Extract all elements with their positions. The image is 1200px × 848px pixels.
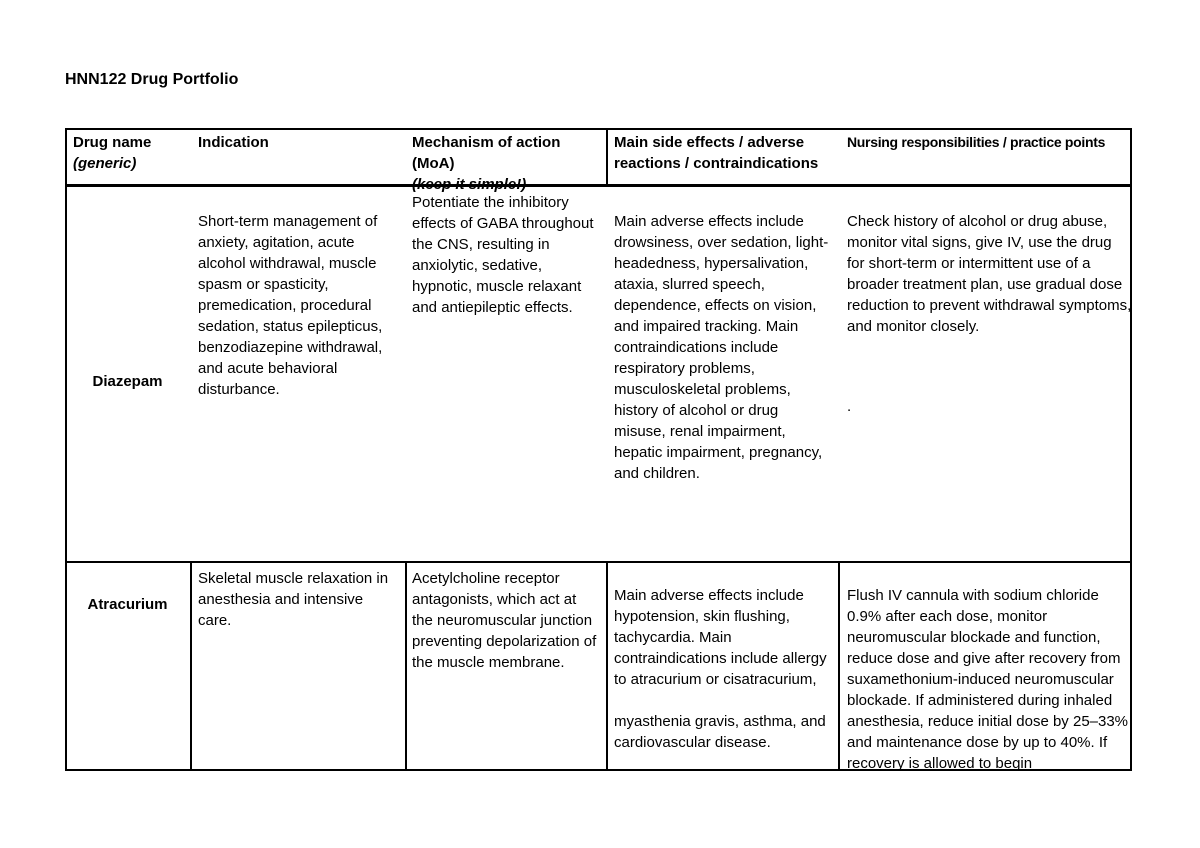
- cell-diazepam-nursing: Check history of alcohol or drug abuse, monitor vital signs, give IV, use the drug for short-term or intermittent use of a broader treatment plan, use gradual dose reduction to prevent withdrawal symptoms, and monitor closely.: [847, 213, 1132, 335]
- document-title: HNN122 Drug Portfolio: [65, 71, 239, 88]
- row2-column-divider-3: [606, 561, 608, 771]
- cell-diazepam-indication: Short-term management of anxiety, agitation, acute alcohol withdrawal, muscle spasm or spasticity, premedication, procedural sedation, status epilepticus, benzodiazepine withdrawal, and acute behavioral disturbance.: [198, 213, 383, 398]
- header-drug-name-line2: (generic): [73, 155, 137, 172]
- table-row-divider: [65, 561, 1132, 563]
- header-moa-line2: (MoA): [412, 155, 455, 172]
- header-column-divider: [606, 128, 608, 187]
- header-cell-nursing: Nursing responsibilities / practice points: [847, 134, 1106, 150]
- cell-diazepam-side-effects: Main adverse effects include drowsiness, over sedation, light-headedness, hypersalivation, ataxia, slurred speech, dependence, effects on vision, and impaired tracking. Main contraindications include respiratory problems, musculoskeletal problems, history of alcohol or drug misuse, renal impairment, hepatic impairment, pregnancy, and children.: [614, 213, 829, 482]
- atracurium-side-effects-paragraph-2: myasthenia gravis, asthma, and cardiovascular disease.: [614, 713, 826, 751]
- header-moa-line3: (keep it simple!): [412, 176, 527, 193]
- row2-column-divider-2: [405, 561, 407, 771]
- cell-atracurium-side-effects: [614, 585, 834, 753]
- header-drug-name-line1: Drug name: [73, 134, 152, 151]
- row2-column-divider-1: [190, 561, 192, 771]
- header-cell-indication: Indication: [198, 134, 269, 151]
- cell-atracurium-indication: Skeletal muscle relaxation in anesthesia and intensive care.: [198, 570, 389, 629]
- cell-atracurium-drug-name: Atracurium: [87, 596, 168, 613]
- table-border-left: [65, 128, 67, 771]
- cell-atracurium-nursing: Flush IV cannula with sodium chloride 0.9% after each dose, monitor neuromuscular blockade and function, reduce dose and give after recovery from suxamethonium-induced neuromuscular blockade. If administered during inhaled anesthesia, reduce initial dose by 25–33% and maintenance dose by up to 40%. If recovery is allowed to begin: [847, 587, 1129, 772]
- header-moa-line1: Mechanism of action: [412, 134, 561, 151]
- cell-atracurium-moa: Acetylcholine receptor antagonists, which act at the neuromuscular junction preventing depolarization of the muscle membrane.: [412, 570, 597, 671]
- cell-diazepam-drug-name: Diazepam: [92, 373, 163, 390]
- cell-diazepam-moa: Potentiate the inhibitory effects of GABA throughout the CNS, resulting in anxiolytic, sedative, hypnotic, muscle relaxant and antiepileptic effects.: [412, 194, 594, 316]
- row2-column-divider-4: [838, 561, 840, 771]
- header-cell-side-effects: Main side effects / adverse reactions / contraindications: [614, 134, 819, 172]
- atracurium-side-effects-paragraph-1: Main adverse effects include hypotension, skin flushing, tachycardia. Main contraindications include allergy to atracurium or cisatracurium,: [614, 587, 827, 688]
- table-border-top: [65, 128, 1132, 130]
- header-cell-moa: [412, 132, 602, 195]
- header-cell-drug-name: [73, 132, 185, 174]
- cell-diazepam-nursing-note: .: [847, 398, 852, 415]
